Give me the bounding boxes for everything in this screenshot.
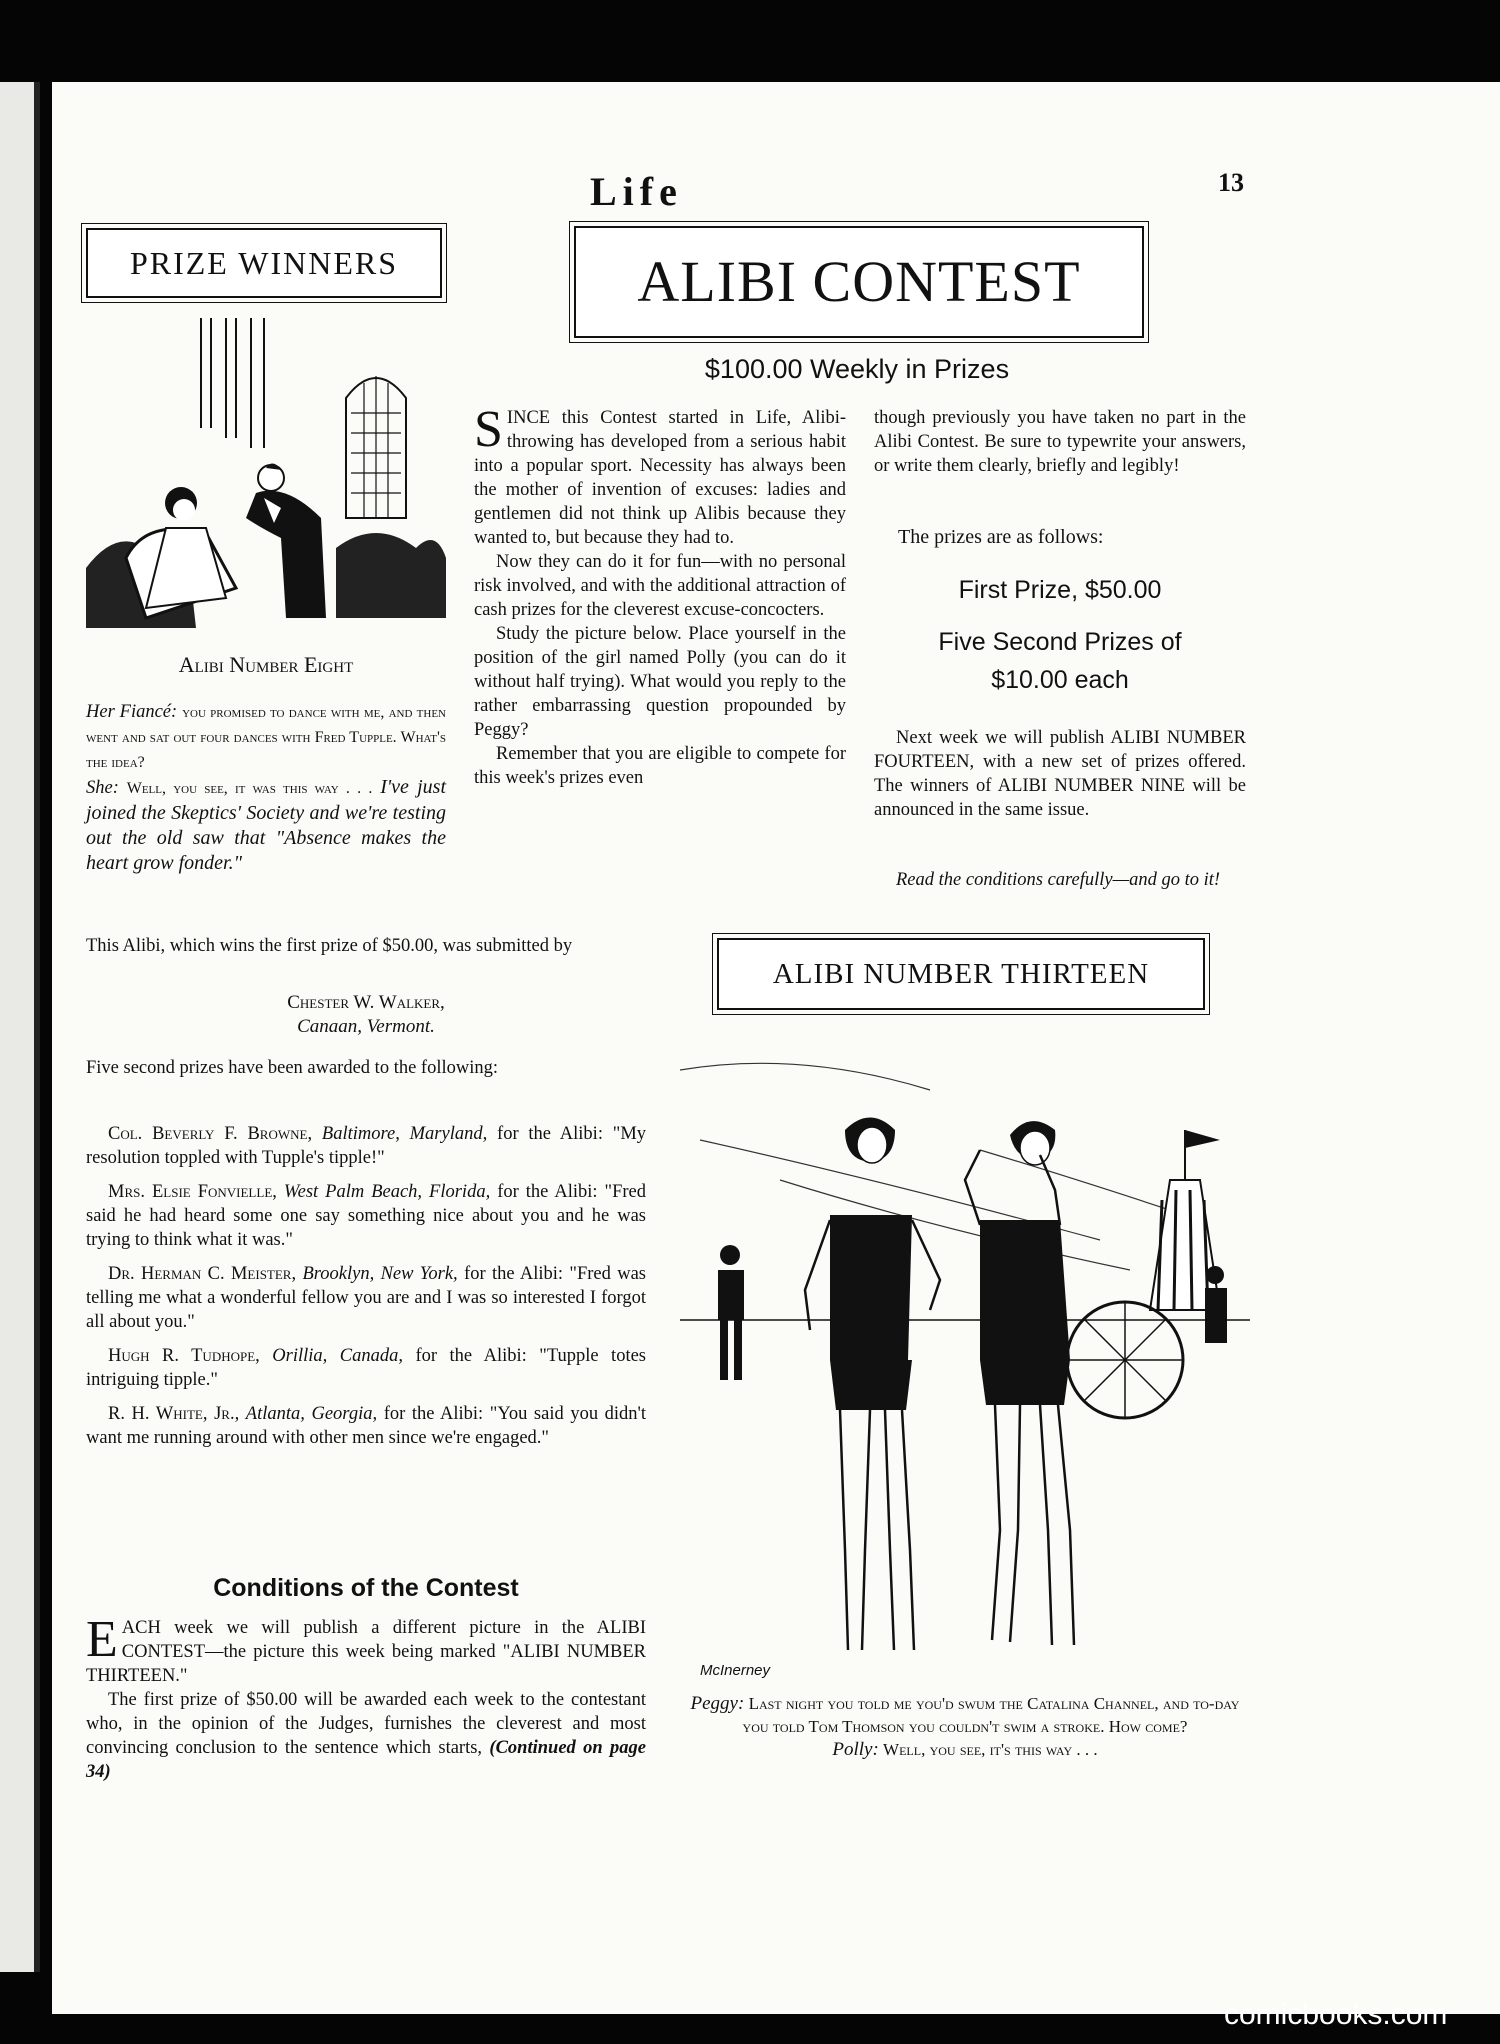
alibi-thirteen-caption [680, 1692, 1250, 1761]
facing-page-edge [0, 82, 40, 1972]
speaker-peggy: Peggy: [690, 1693, 745, 1714]
second-prize-list [86, 1122, 646, 1460]
contest-dropcap: S [474, 401, 503, 458]
conditions-dropcap: E [86, 1611, 118, 1668]
prize-winners-heading [86, 228, 442, 298]
alibi-thirteen-illustration [680, 1030, 1250, 1690]
read-conditions: Read the conditions carefully—and go to it! [896, 870, 1221, 890]
contest-p1-lead: INCE this Contest started in [506, 408, 744, 428]
alibi-contest-heading [574, 226, 1144, 338]
winner-place: Canaan, Vermont. [297, 1016, 435, 1037]
conditions-text [86, 1611, 646, 1784]
polly-line: Well, you see, it's this way . . . [883, 1740, 1098, 1759]
contest-p1-rest: Life, Alibi-throwing has developed from a serious habit into a popular sport. Necessity has always been the mother of invention of excuses: ladies and gentlemen did not think up Alibis because they wanted to, but because they had to. [474, 408, 847, 548]
artist-signature: McInerney [700, 1662, 771, 1679]
alibi-eight-caption-title: Alibi Number Eight [178, 652, 354, 677]
contest-p2: Now they can do it for fun—with no personal risk involved, and with the additional attraction of cash prizes for the cleverest excuse-concocters. [474, 552, 846, 620]
conditions-heading: Conditions of the Contest [213, 1574, 519, 1602]
alibi-contest-heading-text: ALIBI CONTEST [637, 249, 1081, 314]
second-prizes-line2: $10.00 each [991, 666, 1129, 694]
alibi-thirteen-heading-text: ALIBI NUMBER THIRTEEN [772, 958, 1150, 990]
second-prize-entry: Col. Beverly F. Browne, Baltimore, Maryland, for the Alibi: "My resolution toppled with Tupple's tipple!" [86, 1124, 647, 1168]
second-prizes-line1: Five Second Prizes of [938, 628, 1182, 656]
she-line-italic: I've just joined the Skeptics' Society and we're testing out the old saw that "Absence makes the heart grow fonder." [86, 776, 447, 874]
site-watermark: comicbooks.com [1224, 1998, 1448, 2031]
second-prize-entry: Mrs. Elsie Fonvielle, West Palm Beach, Florida, for the Alibi: "Fred said he had heard some one say something nice about you and he was trying to think what it was." [86, 1182, 646, 1250]
winner-intro: This Alibi, which wins the first prize of $50.00, was submitted by [86, 936, 573, 956]
conditions-p1: ACH week we will publish a different picture in the ALIBI CONTEST—the picture this week being marked "ALIBI NUMBER THIRTEEN." [86, 1618, 646, 1686]
contest-p4: Remember that you are eligible to compete for this week's prizes even [474, 744, 846, 788]
contest-subtitle: $100.00 Weekly in Prizes [704, 354, 1010, 384]
fiance-line: you promised to dance with me, and then went and sat out four dances with Fred Tupple. What's the idea? [86, 704, 446, 771]
contest-p3: Study the picture below. Place yourself in the position of the girl named Polly (you can do it without half trying). What would you reply to the rather embarrassing question propounded by Peggy? [474, 624, 846, 740]
peggy-line: Last night you told me you'd swum the Catalina Channel, and to-day you told Tom Thomson you couldn't swim a stroke. How come? [742, 1694, 1240, 1736]
contest-column-1 [474, 401, 847, 790]
second-prizes-intro: Five second prizes have been awarded to the following: [86, 1058, 499, 1078]
alibi-eight-dialogue [86, 700, 446, 876]
first-prize: First Prize, $50.00 [958, 576, 1162, 604]
prizes-intro: The prizes are as follows: [898, 526, 1104, 548]
continued-note: (Continued on page 34) [86, 1738, 646, 1782]
speaker-she: She: [86, 778, 119, 798]
next-week-notice: Next week we will publish ALIBI NUMBER FOURTEEN, with a new set of prizes offered. The winners of ALIBI NUMBER NINE will be announced in the same issue. [874, 728, 1246, 820]
contest-rules-text: though previously you have taken no part in the Alibi Contest. Be sure to typewrite your answers, or write them clearly, briefly and legibly! [874, 408, 1246, 476]
winner-name: Chester W. Walker, [287, 992, 445, 1013]
speaker-polly: Polly: [832, 1739, 879, 1760]
alibi-eight-illustration [86, 318, 446, 628]
second-prize-entry: Hugh R. Tudhope, Orillia, Canada, for the Alibi: "Tupple totes intriguing tipple." [86, 1346, 647, 1390]
she-line-caps: Well, you see, it was this way . . . [126, 780, 373, 797]
second-prize-entry: R. H. White, Jr., Atlanta, Georgia, for the Alibi: "You said you didn't want me running around with other men since we're engaged." [86, 1404, 647, 1448]
alibi-thirteen-heading [717, 938, 1205, 1010]
prize-winners-heading-text: PRIZE WINNERS [129, 245, 399, 281]
second-prize-entry: Dr. Herman C. Meister, Brooklyn, New York, for the Alibi: "Fred was telling me what a wonderful fellow you are and I was so interested I forgot all about you." [86, 1264, 646, 1332]
speaker-fiance: Her Fiancé: [86, 702, 178, 722]
magazine-title: Life [590, 169, 683, 214]
page-number: 13 [1218, 168, 1244, 197]
conditions-p2: The first prize of $50.00 will be awarded each week to the contestant who, in the opinion of the Judges, furnishes the cleverest and most convincing conclusion to the sentence which starts, [86, 1690, 646, 1758]
